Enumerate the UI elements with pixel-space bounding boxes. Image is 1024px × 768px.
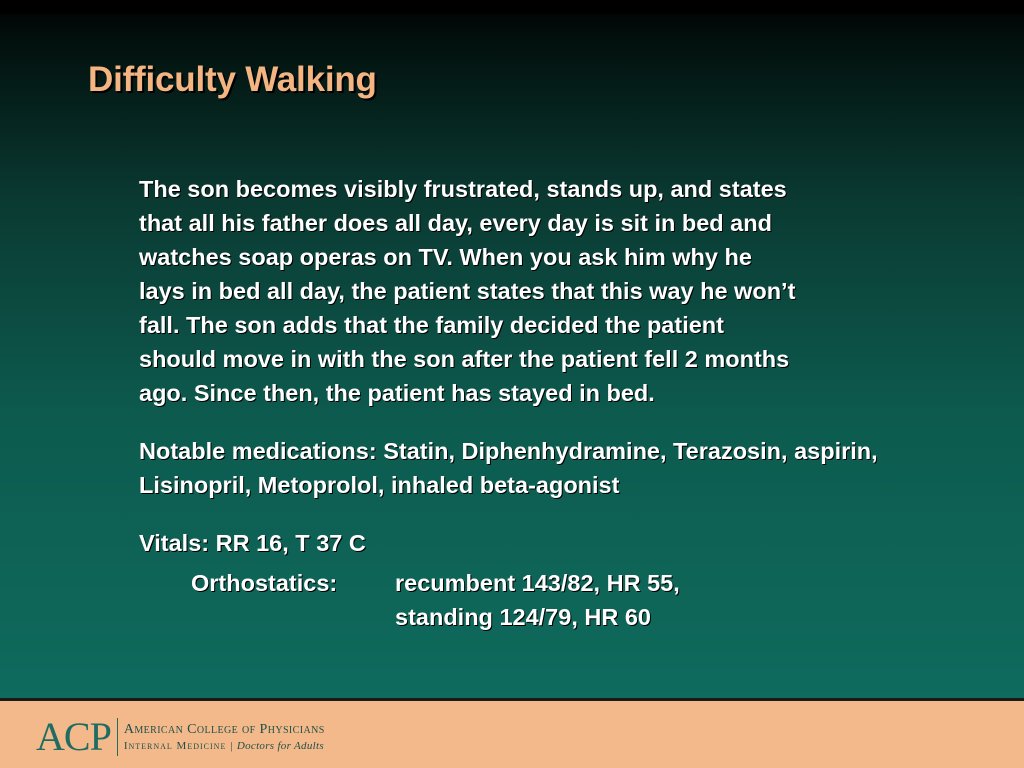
tagline-doctors-for-adults: Doctors for Adults: [236, 740, 324, 752]
vitals-label: Vitals:: [139, 530, 216, 556]
orthostatics-recumbent: recumbent 143/82, HR 55,: [395, 570, 680, 596]
logo-mark: ACP: [36, 714, 111, 759]
acp-logo: [36, 715, 325, 759]
narrative-line: ago. Since then, the patient has stayed in bed.: [139, 380, 655, 406]
medications-label: Notable medications:: [139, 438, 384, 464]
medications-paragraph: [139, 434, 949, 502]
tagline-internal-medicine: Internal Medicine: [123, 740, 227, 752]
orthostatics-standing: standing 124/79, HR 60: [395, 604, 651, 630]
narrative-line: should move in with the son after the patient fell 2 months: [139, 346, 790, 372]
top-black-bar: [0, 0, 1024, 14]
narrative-line: fall. The son adds that the family decided the patient: [139, 312, 724, 338]
narrative-line: lays in bed all day, the patient states that this way he won’t: [139, 278, 796, 304]
logo-text: [124, 721, 325, 753]
footer-bar: [0, 698, 1024, 768]
logo-divider: [117, 718, 118, 756]
narrative-line: watches soap operas on TV. When you ask him why he: [139, 244, 752, 270]
orthostatics-row: [191, 566, 949, 634]
medications-list: Statin, Diphenhydramine, Terazosin, aspirin, Lisinopril, Metoprolol, inhaled beta-agonist: [139, 438, 878, 498]
organization-tagline: [124, 739, 325, 753]
organization-name: American College of Physicians: [123, 722, 325, 737]
tagline-separator: |: [230, 740, 233, 752]
narrative-line: that all his father does all day, every day is sit in bed and: [139, 210, 772, 236]
vitals-paragraph: [139, 526, 949, 560]
slide-title: Difficulty Walking: [88, 60, 377, 99]
orthostatics-values: [395, 566, 680, 634]
orthostatics-label: Orthostatics:: [191, 570, 338, 596]
case-narrative: [139, 172, 949, 410]
vitals-value: RR 16, T 37 C: [215, 530, 366, 556]
slide-content: [139, 172, 949, 634]
narrative-line: The son becomes visibly frustrated, stands up, and states: [139, 176, 787, 202]
